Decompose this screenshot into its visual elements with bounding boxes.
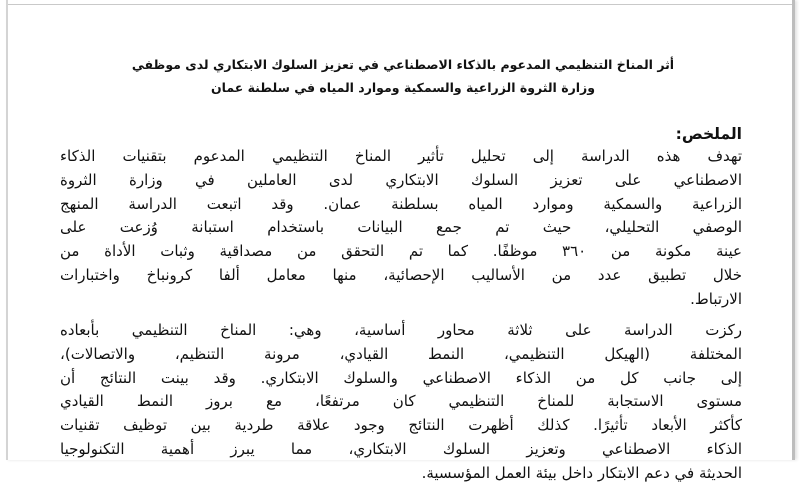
- page-top-rule: [8, 4, 792, 5]
- paragraph-line: خلال تطبيق عدد من الأساليب الإحصائية، منها معامل ألفا كرونباخ واختبارات: [60, 265, 742, 284]
- paragraph-line: المختلفة (الهيكل التنظيمي، النمط القيادي، مرونة التنظيم، والاتصالات)،: [60, 344, 742, 363]
- abstract-paragraph-1: [60, 145, 742, 312]
- abstract-heading: الملخص:: [675, 125, 742, 143]
- paragraph-line: الوصفي التحليلي، حيث تم جمع البيانات باستخدام استبانة وُزعت على: [60, 218, 742, 237]
- paragraph-line: الزراعية والسمكية وموارد المياه بسلطنة عمان. وقد اتبعت الدراسة المنهج: [60, 194, 742, 213]
- paragraph-line: كأكثر الأبعاد تأثيرًا. كذلك أظهرت النتائج وجود علاقة طردية بين توظيف تقنيات: [60, 416, 742, 435]
- paragraph-line: مستوى الاستجابة للمناخ التنظيمي كان مرتفعًا، مع بروز النمط القيادي: [60, 392, 742, 411]
- paragraph-line: ركزت الدراسة على ثلاثة محاور أساسية، وهي: المناخ التنظيمي بأبعاده: [60, 321, 742, 339]
- paragraph-line: تهدف هذه الدراسة إلى تحليل تأثير المناخ التنظيمي المدعوم بتقنيات الذكاء: [60, 147, 742, 165]
- paragraph-line: إلى جانب كل من الذكاء الاصطناعي والسلوك الابتكاري. وقد بينت النتائج أن: [60, 368, 742, 387]
- paragraph-line: الحديثة في دعم الابتكار داخل بيئة العمل المؤسسية.: [421, 463, 742, 482]
- paragraph-line: الارتباط.: [690, 289, 742, 308]
- paragraph-line: الذكاء الاصطناعي وتعزيز السلوك الابتكاري، مما يبرز أهمية التكنولوجيا: [60, 439, 742, 458]
- paragraph-line: عينة مكونة من ٣٦٠ موظفًا. كما تم التحقق من مصداقية وثبات الأداة من: [60, 242, 742, 261]
- document-title-line-2: وزارة الثروة الزراعية والسمكية وموارد المياه في سلطنة عمان: [210, 80, 596, 95]
- document-title-line-1: أثر المناخ التنظيمي المدعوم بالذكاء الاصطناعي في تعزيز السلوك الابتكاري لدى موظفي: [131, 57, 675, 72]
- document-page: [6, 0, 795, 482]
- paragraph-line: الاصطناعي على تعزيز السلوك الابتكاري لدى العاملين في وزارة الثروة: [60, 170, 742, 189]
- abstract-paragraph-2: [60, 319, 742, 486]
